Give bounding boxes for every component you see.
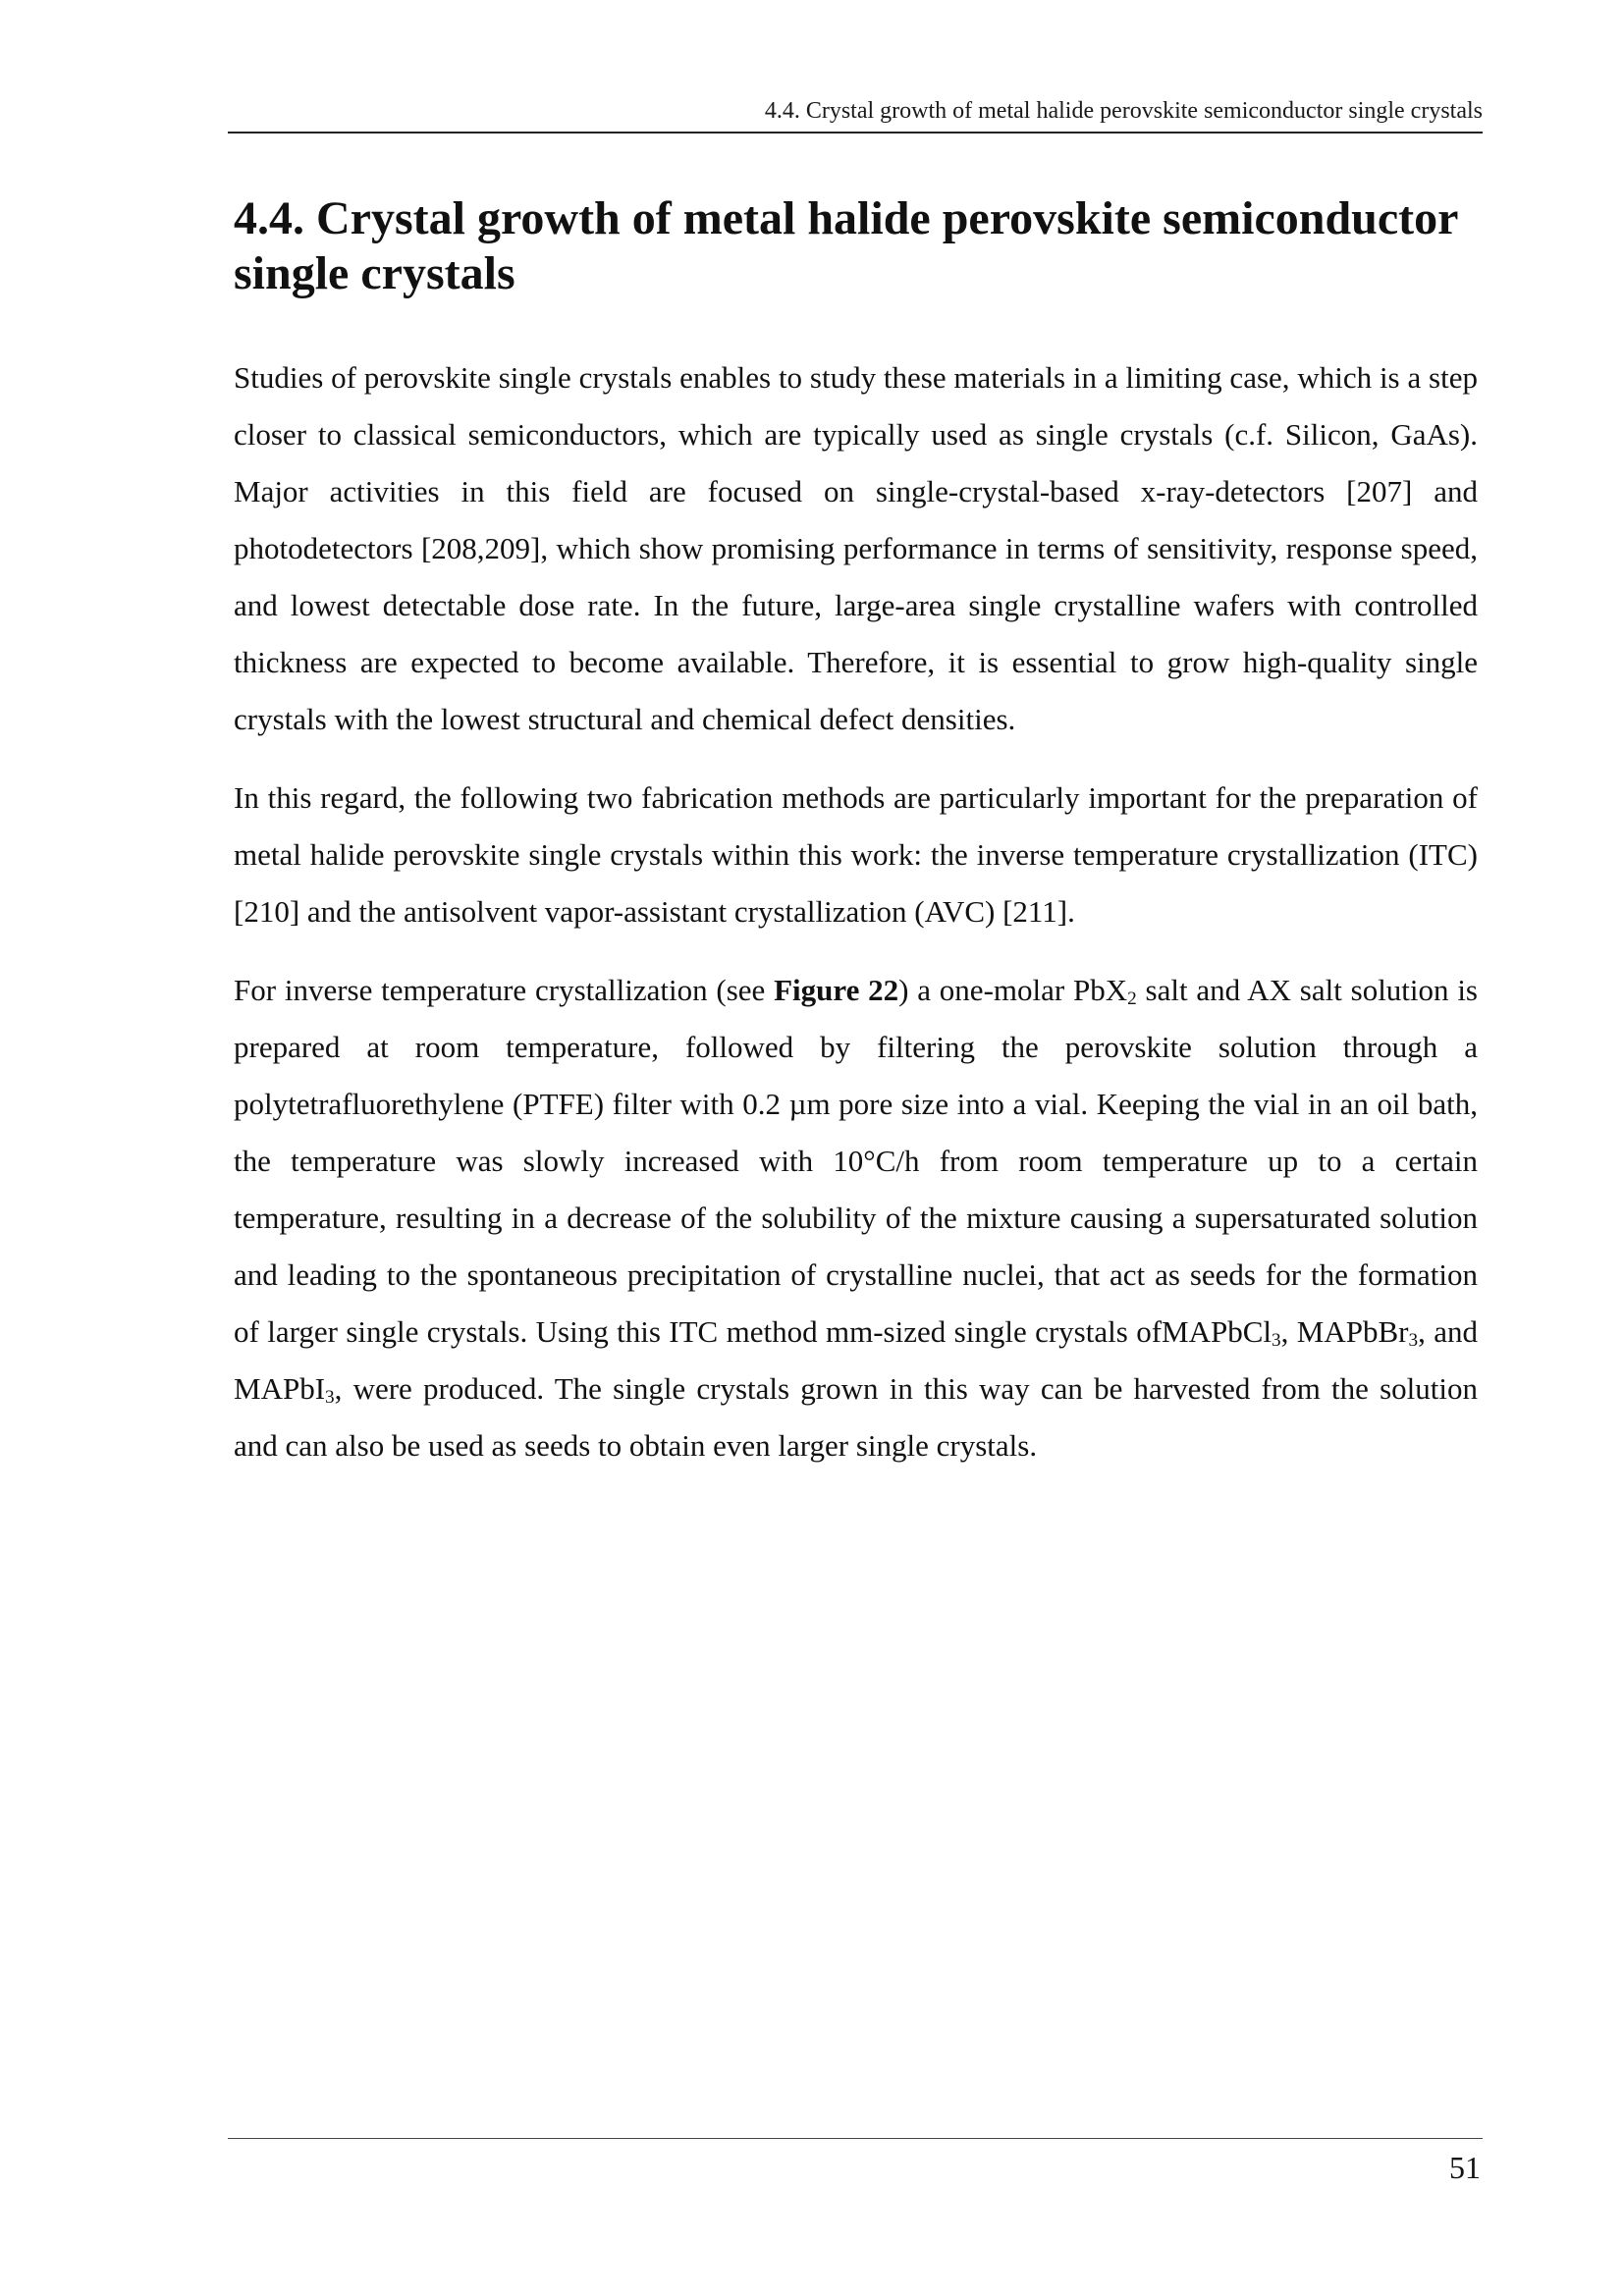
itc-text-4: , MAPbBr: [1280, 1314, 1409, 1349]
itc-text-6: , were produced. The single crystals grown in this way can be harvested from the solution and can also be used as seeds to obtain even larger single crystals.: [234, 1371, 1478, 1463]
subscript: 3: [1272, 1330, 1281, 1352]
subscript: 3: [325, 1387, 335, 1409]
paragraph-methods: In this regard, the following two fabrication methods are particularly important for the preparation of metal halide perovskite single crystals within this work: the inverse temperature crystallization (ITC) [210] and the antisolvent vapor-assistant crystallization (AVC) [211].: [234, 780, 1478, 929]
body-text: [234, 349, 1478, 1496]
itc-text-3: salt and AX salt solution is prepared at room temperature, followed by filtering the perovskite solution through a polytetrafluorethylene (PTFE) filter with 0.2 µm pore size into a vial. Keeping the vial in an oil bath, the temperature was slowly increased with 10°C/h from room temperature up to a certain temperature, resulting in a decrease of the solubility of the mixture causing a supersaturated solution and leading to the spontaneous precipitation of crystalline nuclei, that act as seeds for the formation of larger single crystals. Using this ITC method mm-sized single crystals ofMAPbCl: [234, 973, 1478, 1349]
subscript: 3: [1408, 1330, 1419, 1352]
itc-text-5: , and MAPbI: [234, 1314, 1478, 1406]
paragraph-itc: [234, 962, 1478, 1474]
running-header: 4.4. Crystal growth of metal halide perovskite semiconductor single crystals: [764, 98, 1483, 124]
figure-reference: Figure 22: [774, 973, 899, 1007]
section-title: 4.4. Crystal growth of metal halide perovskite semiconductor single crystals: [234, 192, 1458, 299]
subscript: 2: [1127, 988, 1137, 1010]
header-rule: [228, 132, 1483, 133]
paragraph-intro: Studies of perovskite single crystals enables to study these materials in a limiting case, which is a step closer to classical semiconductors, which are typically used as single crystals (c.f. Silicon, GaAs). Major activities in this field are focused on single-crystal-based x-ray-detectors [207] and photodetectors [208,209], which show promising performance in terms of sensitivity, response speed, and lowest detectable dose rate. In the future, large-area single crystalline wafers with controlled thickness are expected to become available. Therefore, it is essential to grow high-quality single crystals with the lowest structural and chemical defect densities.: [234, 360, 1478, 736]
page-number: 51: [1449, 2150, 1481, 2185]
footer-rule: [228, 2138, 1483, 2139]
itc-text-1: For inverse temperature crystallization (see: [234, 973, 775, 1007]
itc-text-2: ) a one-molar PbX: [898, 973, 1128, 1007]
